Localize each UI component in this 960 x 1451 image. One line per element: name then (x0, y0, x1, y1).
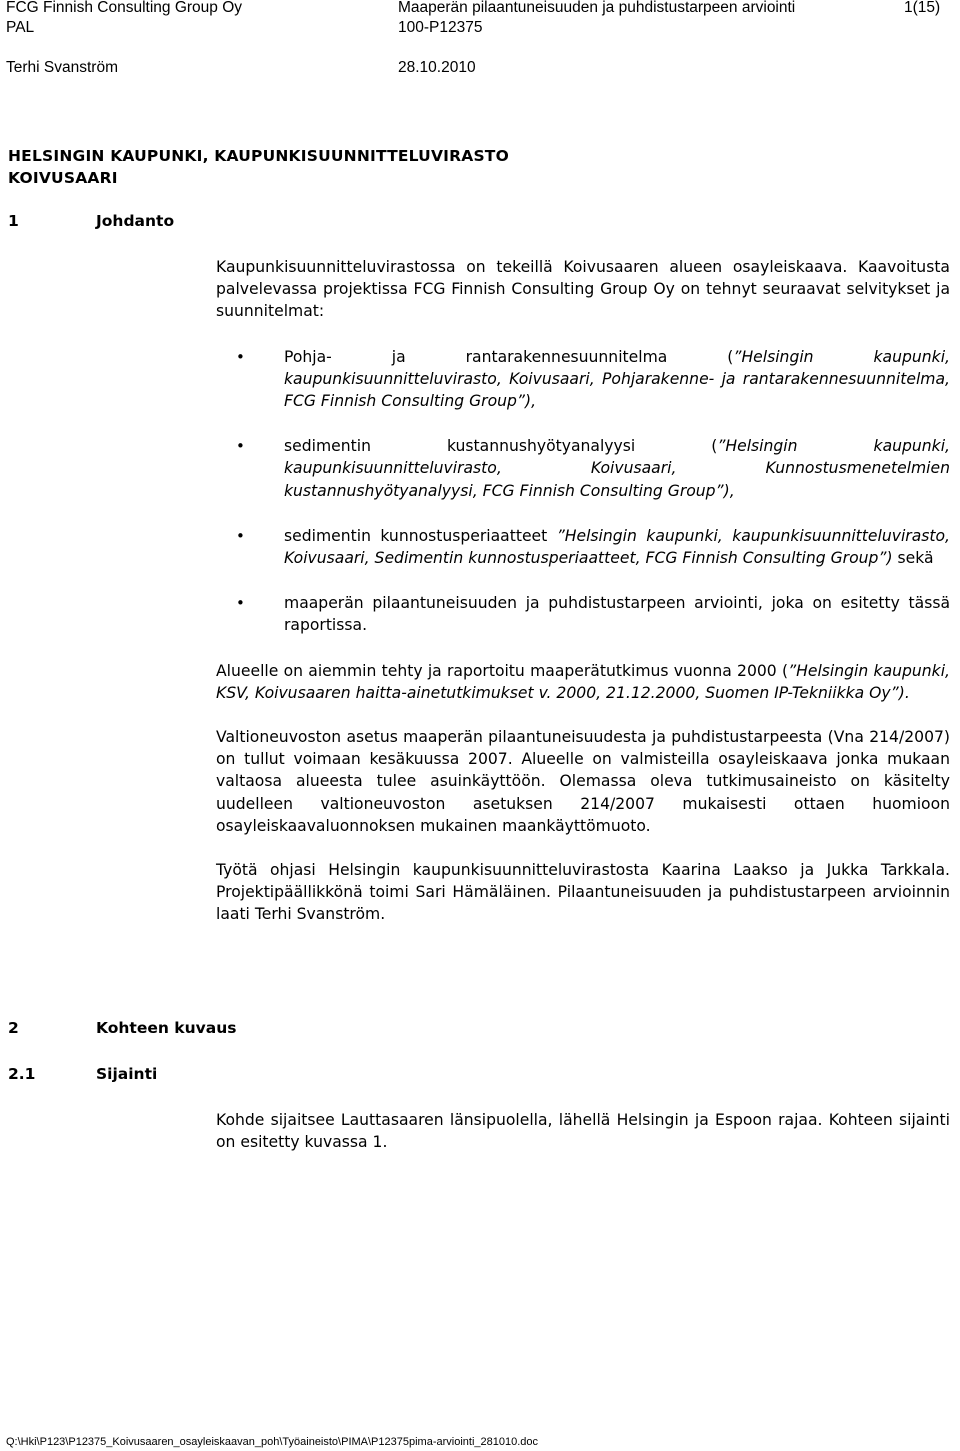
section-title: Sijainti (96, 1065, 158, 1083)
section-number: 2 (8, 1019, 19, 1037)
list-item: • Pohja- ja rantarakennesuunnitelma (”Helsingin kaupunki, kaupunkisuunnitteluvirasto, Koivusaari, Pohjarakenne- ja rantarakennesuunnitelma, FCG Finnish Consulting Group”), (216, 346, 950, 413)
file-path-footer: Q:\Hki\P123\P12375_Koivusaaren_osayleiskaavan_poh\Työaineisto\PIMA\P12375pima-arviointi_281010.doc (6, 1436, 539, 1448)
section-title: Johdanto (96, 212, 175, 230)
section-number: 1 (8, 212, 19, 230)
section-heading-2-1 (8, 1065, 157, 1083)
regulation-paragraph: Valtioneuvoston asetus maaperän pilaantuneisuudesta ja puhdistustarpeesta (Vna 214/2007) on tullut voimaan kesäkuussa 2007. Alueelle on valmisteilla osayleiskaava jonka mukaan valtaosa alueesta tulee asuinkäyttöön. Olemassa oleva tutkimusaineisto on käsitelty uudelleen valtioneuvoston asetuksen 214/2007 mukaisesti ottaen huomioon osayleiskaavaluonnoksen mukainen maankäyttömuoto. (216, 728, 950, 835)
list-item: • maaperän pilaantuneisuuden ja puhdistustarpeen arviointi, joka on esitetty tässä raportissa. (216, 592, 950, 636)
header-project-number: 100-P12375 (398, 19, 483, 36)
document-title (8, 145, 509, 189)
header-date: 28.10.2010 (398, 59, 476, 76)
staff-paragraph: Työtä ohjasi Helsingin kaupunkisuunnitteluvirastosta Kaarina Laakso ja Jukka Tarkkala. Projektipäällikkönä toimi Sari Hämäläinen. Pilaantuneisuuden ja puhdistustarpeen arvioinnin laati Terhi Svanström. (216, 861, 950, 924)
section-heading-2 (8, 1019, 236, 1037)
section-title: Kohteen kuvaus (96, 1019, 237, 1037)
list-item: • sedimentin kustannushyötyanalyysi (”Helsingin kaupunki, kaupunkisuunnitteluvirasto, Koivusaari, Kunnostusmenetelmien kustannushyötyanalyysi, FCG Finnish Consulting Group”), (216, 435, 950, 502)
intro-paragraph: Kaupunkisuunnitteluvirastossa on tekeillä Koivusaaren alueen osayleiskaava. Kaavoitusta palvelevassa projektissa FCG Finnish Consulting Group Oy on tehnyt seuraavat selvitykset ja suunnitelmat: (216, 258, 950, 321)
location-paragraph: Kohde sijaitsee Lauttasaaren länsipuolella, lähellä Helsingin ja Espoon rajaa. Kohteen sijainti on esitetty kuvassa 1. (216, 1111, 950, 1152)
introduction-body (216, 256, 950, 926)
header-doc-title: Maaperän pilaantuneisuuden ja puhdistustarpeen arviointi (398, 0, 796, 16)
title-line-1: HELSINGIN KAUPUNKI, KAUPUNKISUUNNITTELUVIRASTO (8, 147, 509, 165)
section-number: 2.1 (8, 1065, 36, 1083)
header-page-number: 1(15) (904, 0, 941, 16)
section-heading-1 (8, 212, 174, 230)
report-list (216, 346, 950, 637)
page-header (0, 0, 960, 80)
previous-study-paragraph: Alueelle on aiemmin tehty ja raportoitu maaperätutkimus vuonna 2000 (”Helsingin kaupunki, KSV, Koivusaaren haitta-ainetutkimukset v. 2000, 21.12.2000, Suomen IP-Tekniikka Oy”). (216, 661, 950, 702)
header-department: PAL (6, 19, 35, 36)
header-company: FCG Finnish Consulting Group Oy (6, 0, 243, 16)
header-author: Terhi Svanström (6, 59, 118, 76)
list-item: • sedimentin kunnostusperiaatteet ”Helsingin kaupunki, kaupunkisuunnitteluvirasto, Koivusaari, Sedimentin kunnostusperiaatteet, FCG Finnish Consulting Group”) sekä (216, 525, 950, 569)
location-body (216, 1109, 950, 1153)
title-line-2: KOIVUSAARI (8, 169, 118, 187)
